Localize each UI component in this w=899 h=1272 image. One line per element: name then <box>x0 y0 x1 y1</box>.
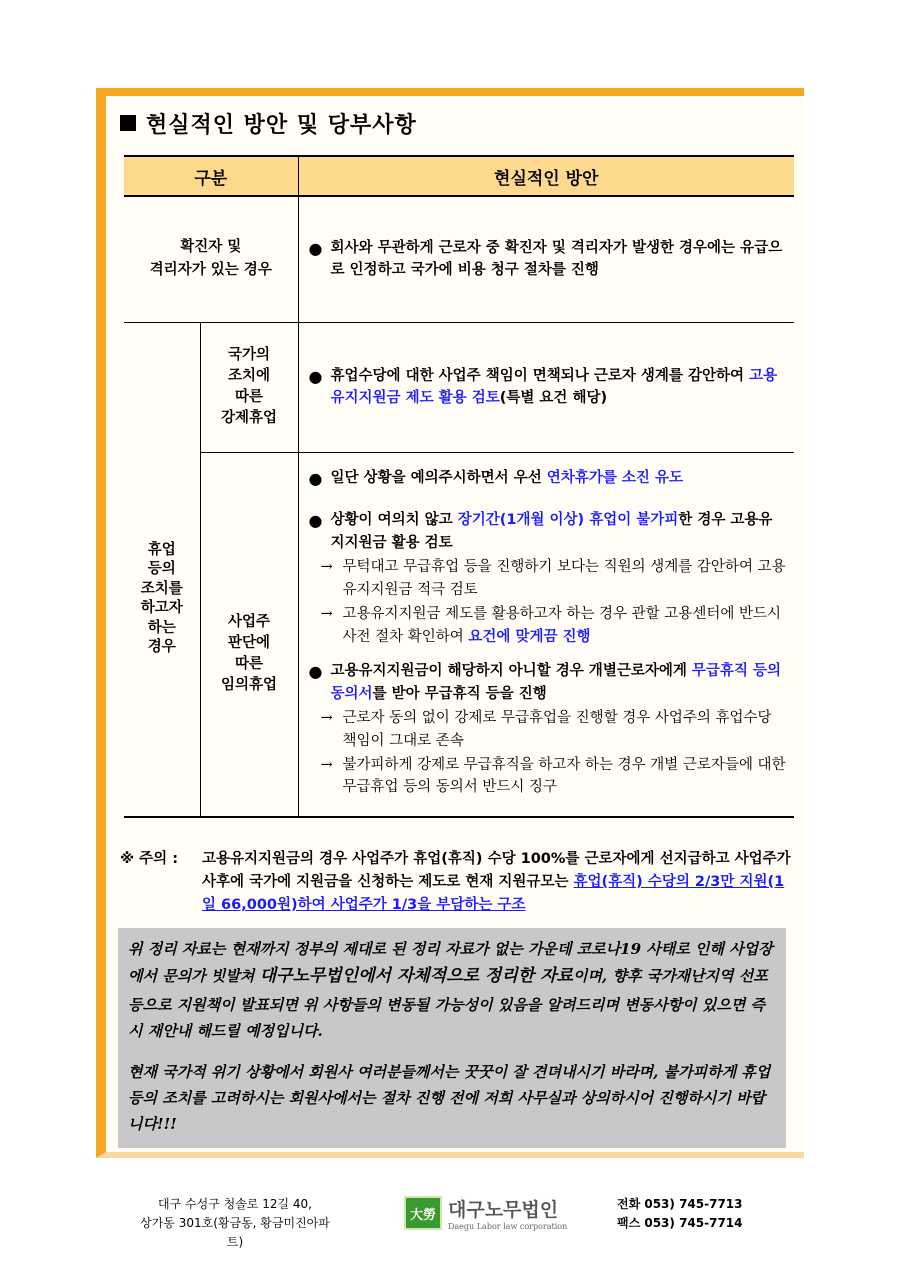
arrow-icon: → <box>320 710 333 727</box>
logo-mark-icon: 大勞 <box>404 1196 442 1230</box>
group-label-closure: 휴업 등의 조치를 하고자 하는 경우 <box>124 322 200 817</box>
square-bullet-icon <box>120 115 136 131</box>
bullet-icon: ● <box>308 468 323 488</box>
bullet-icon: ● <box>308 662 323 682</box>
notice-box <box>118 928 786 1148</box>
header-category: 구분 <box>124 156 298 196</box>
arrow-icon: → <box>320 559 333 576</box>
row-content-forced: ● 휴업수당에 대한 사업주 책임이 면책되나 근로자 생계를 감안하여 고용유지지원금 제도 활용 검토(특별 요건 해당) <box>298 322 794 452</box>
company-logo <box>404 1195 567 1231</box>
sub-label-voluntary: 사업주 판단에 따른 임의휴업 <box>200 452 298 817</box>
heading-text: 현실적인 방안 및 당부사항 <box>146 113 417 138</box>
phone-number: 전화 053) 745-7713 <box>617 1197 743 1211</box>
bullet-icon: ● <box>308 366 323 386</box>
bullet-icon: ● <box>308 238 323 258</box>
logo-name: 대구노무법인 <box>448 1199 559 1221</box>
notice-paragraph: 현재 국가적 위기 상황에서 회원사 여러분들께서는 꿋꿋이 잘 견뎌내시기 바라며, 불가피하게 휴업 등의 조치를 고려하시는 회원사에서는 절차 진행 전에 저희 사무실과 상의하시어 진행하시기 바랍니다!!! <box>128 1062 771 1133</box>
row-content-voluntary: ● 일단 상황을 예의주시하면서 우선 연차휴가를 소진 유도 ● 상황이 여의치 않고 장기간(1개월 이상) 휴업이 불가피한 경우 고용유지지원금 활용 검토 → 무턱대고 무급휴업 등을 진행하기 보다는 직원의 생계를 감안하여 고용유지지원금 적극 검토 → 고용유지지원금 제도를 활용하고자 하는 경우 관할 고용센터에 반드시 사전 절차 확인하여 요건에 맞게끔 진행 ● 고용유지지원금이 해당하지 아니할 경우 개별근로자에게 무급휴직 등의 동의서를 받아 무급휴직 등을 진행 → 근로자 동의 없이 강제로 무급휴업을 진행할 경우 사업주의 휴업수당 책임이 그대로 존속 → 불가피하게 강제로 무급휴직을 하고자 하는 경우 개별 근로자들에 대한 무급휴업 등의 동의서 반드시 징구 <box>298 452 794 817</box>
header-measures: 현실적인 방안 <box>298 156 794 196</box>
row-label-confirmed: 확진자 및 격리자가 있는 경우 <box>149 239 272 279</box>
caution-note: ※ 주의 : 고용유지지원금의 경우 사업주가 휴업(휴직) 수당 100%를 근로자에게 선지급하고 사업주가 사후에 국가에 지원금을 신청하는 제도로 현재 지원규모는 휴업(휴직) 수당의 2/3만 지원(1일 66,000원)하여 사업주가 1/3을 부담하는 구조 <box>120 851 791 914</box>
bullet-icon: ● <box>308 511 323 531</box>
measures-table <box>124 155 794 818</box>
row-content-confirmed: ● 회사와 무관하게 근로자 중 확진자 및 격리자가 발생한 경우에는 유급으로 인정하고 국가에 비용 청구 절차를 진행 <box>298 196 794 322</box>
sub-label-forced: 국가의 조치에 따른 강제휴업 <box>200 322 298 452</box>
section-heading <box>120 108 417 139</box>
arrow-icon: → <box>320 756 333 773</box>
table-row <box>124 452 794 817</box>
arrow-icon: → <box>320 606 333 623</box>
table-row <box>124 196 794 322</box>
logo-subtitle: Daegu Labor law corporation <box>448 1222 568 1231</box>
footer-contact <box>617 1195 743 1233</box>
table-header-row <box>124 156 794 196</box>
footer-address: 대구 수성구 청솔로 12길 40, 상가동 301호(황금동, 황금미진아파트) <box>140 1197 330 1250</box>
table-row <box>124 322 794 452</box>
fax-number: 팩스 053) 745-7714 <box>617 1216 743 1231</box>
notice-paragraph: 위 정리 자료는 현재까지 정부의 제대로 된 정리 자료가 없는 가운데 코로나19 사태로 인해 사업장에서 문의가 빗발쳐 대구노무법인에서 자체적으로 정리한 자료이며, 향후 국가재난지역 선포 등으로 지원책이 발표되면 위 사항들의 변동될 가능성이 있음을 알려드리며 변동사항이 있으면 즉시 재안내 해드릴 예정입니다. <box>128 940 773 1041</box>
